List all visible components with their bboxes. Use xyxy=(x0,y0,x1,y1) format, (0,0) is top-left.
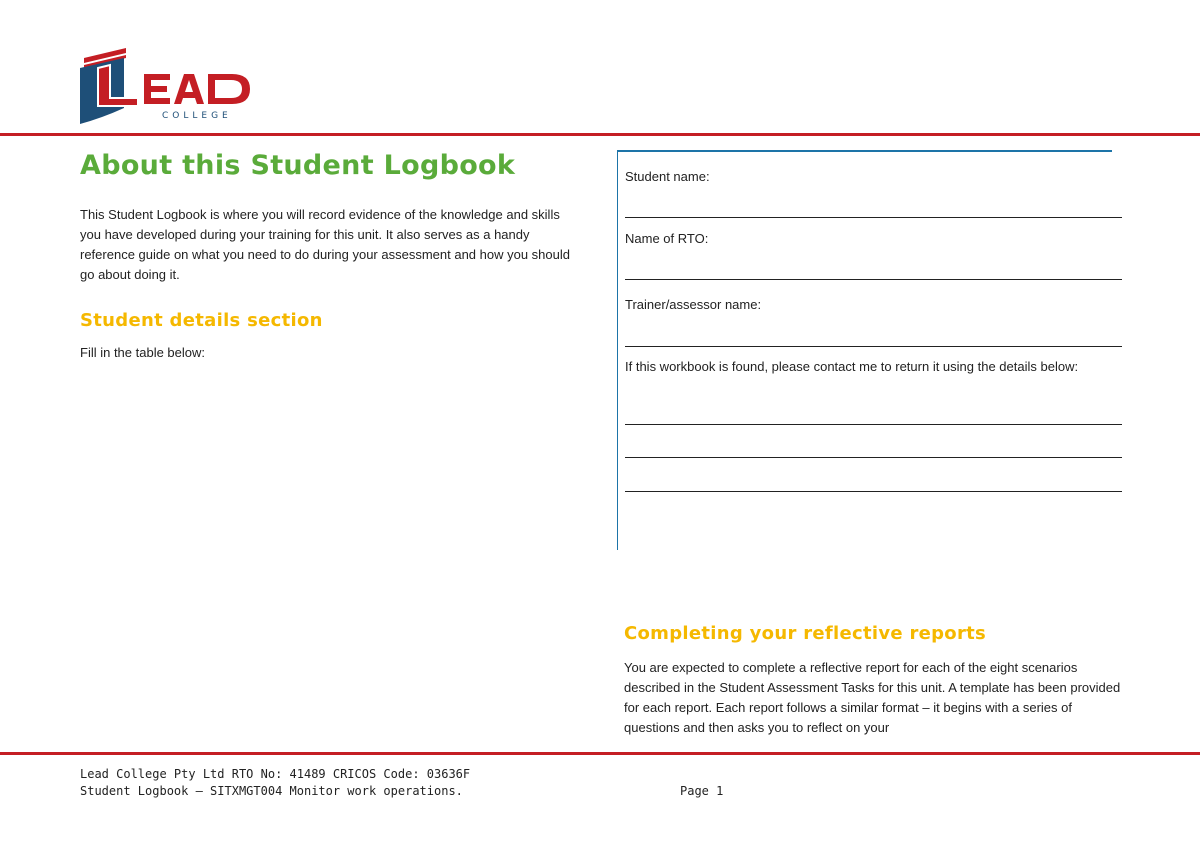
header-rule xyxy=(0,133,1200,136)
contact-field-1[interactable] xyxy=(625,424,1122,425)
reflective-reports-heading: Completing your reflective reports xyxy=(624,623,987,644)
logo-subtext: COLLEGE xyxy=(162,111,232,121)
contact-field-3[interactable] xyxy=(625,491,1122,492)
trainer-name-field[interactable] xyxy=(625,346,1122,347)
reflective-reports-paragraph: You are expected to complete a reflective report for each of the eight scenarios described in the Student Assessment Tasks for this unit. A template has been provided for each report. Each report follows a similar format – it begins with a series of questions and then asks you to reflect on your xyxy=(624,660,1121,735)
lead-college-logo xyxy=(78,46,258,126)
rto-name-label: Name of RTO: xyxy=(625,231,709,246)
form-box-top-border xyxy=(618,150,1112,152)
student-name-field[interactable] xyxy=(625,217,1122,218)
student-details-heading: Student details section xyxy=(80,310,323,331)
footer-rule xyxy=(0,752,1200,755)
page-title: About this Student Logbook xyxy=(80,150,516,181)
trainer-name-label: Trainer/assessor name: xyxy=(625,297,762,312)
logo-graphic xyxy=(78,46,258,126)
student-name-label: Student name: xyxy=(625,169,710,184)
footer-document-line: Student Logbook – SITXMGT004 Monitor work operations. xyxy=(80,784,463,798)
footer-company-line: Lead College Pty Ltd RTO No: 41489 CRICOS Code: 03636F xyxy=(80,767,471,781)
contact-field-2[interactable] xyxy=(625,457,1122,458)
contact-label: If this workbook is found, please contact me to return it using the details below: xyxy=(625,359,1079,374)
fill-instruction: Fill in the table below: xyxy=(80,345,206,360)
rto-name-field[interactable] xyxy=(625,279,1122,280)
intro-paragraph: This Student Logbook is where you will record evidence of the knowledge and skills you have developed during your training for this unit. It also serves as a handy reference guide on what you need to do during your assessment and how you should go about doing it. xyxy=(80,207,570,282)
form-box-left-border xyxy=(617,150,618,550)
page-number: Page 1 xyxy=(680,784,724,798)
